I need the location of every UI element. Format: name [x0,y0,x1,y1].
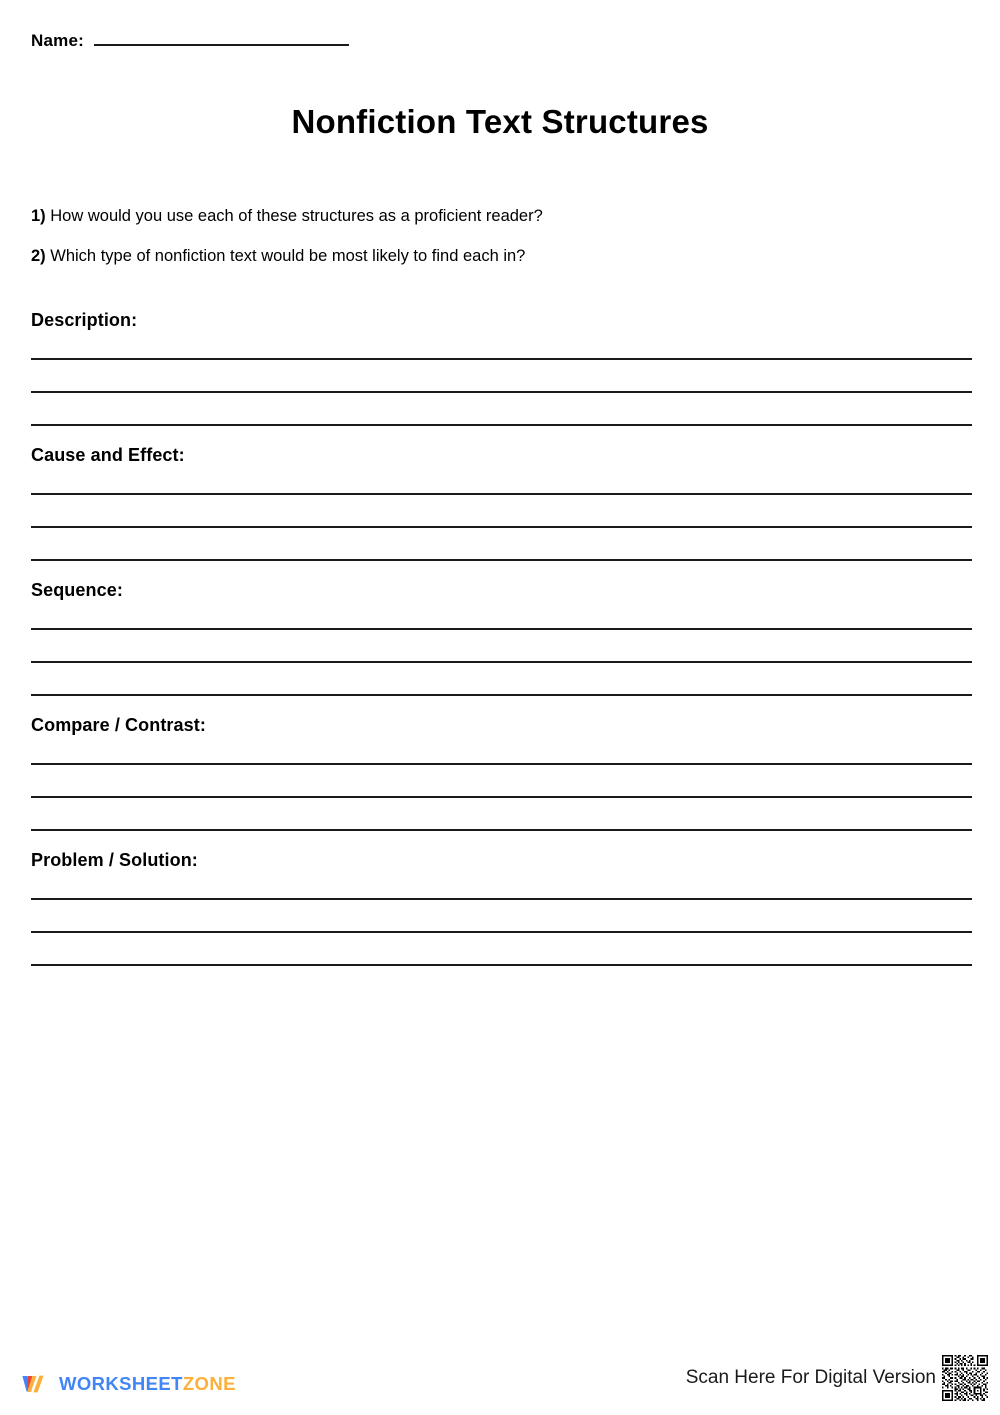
instruction-item [31,246,931,267]
section-cause-and-effect [31,445,972,561]
section-heading: Sequence: [31,580,123,600]
worksheet-zone-wordmark [59,1373,236,1395]
answer-line[interactable] [31,829,972,831]
section-heading: Problem / Solution: [31,850,198,870]
instruction-text: How would you use each of these structures as a proficient reader? [50,207,543,225]
qr-code-icon[interactable] [942,1355,988,1401]
instruction-number: 2) [31,246,46,265]
section-heading: Description: [31,310,138,330]
instruction-number: 1) [31,207,46,225]
answer-line[interactable] [31,424,972,426]
answer-line[interactable] [31,964,972,966]
answer-line[interactable] [31,526,972,528]
brand-word-worksheet: WORKSHEET [59,1373,183,1394]
sections-list [31,310,972,985]
page-footer [0,1345,1000,1415]
answer-line[interactable] [31,694,972,696]
answer-line[interactable] [31,763,972,765]
answer-line[interactable] [31,493,972,495]
scan-digital-version[interactable] [686,1355,988,1401]
instruction-item [31,206,931,227]
section-heading: Cause and Effect: [31,445,185,465]
answer-line[interactable] [31,391,972,393]
section-description [31,310,972,426]
instruction-text: Which type of nonfiction text would be most likely to find each in? [50,246,526,265]
answer-line[interactable] [31,559,972,561]
page-title: Nonfiction Text Structures [291,103,709,140]
section-problem-solution [31,850,972,966]
brand-word-zone: ZONE [182,1373,236,1394]
scan-label: Scan Here For Digital Version [685,1367,936,1388]
instructions-list [31,206,931,285]
answer-line[interactable] [31,358,972,360]
answer-line[interactable] [31,661,972,663]
worksheet-zone-mark-icon [20,1369,50,1399]
answer-line[interactable] [31,796,972,798]
section-sequence [31,580,972,696]
name-input-blank[interactable] [94,30,349,46]
worksheet-zone-logo[interactable] [20,1369,236,1399]
name-label: Name: [31,31,84,50]
answer-line[interactable] [31,898,972,900]
name-field-row [31,30,349,51]
section-compare-contrast [31,715,972,831]
answer-line[interactable] [31,931,972,933]
section-heading: Compare / Contrast: [31,715,206,735]
answer-line[interactable] [31,628,972,630]
